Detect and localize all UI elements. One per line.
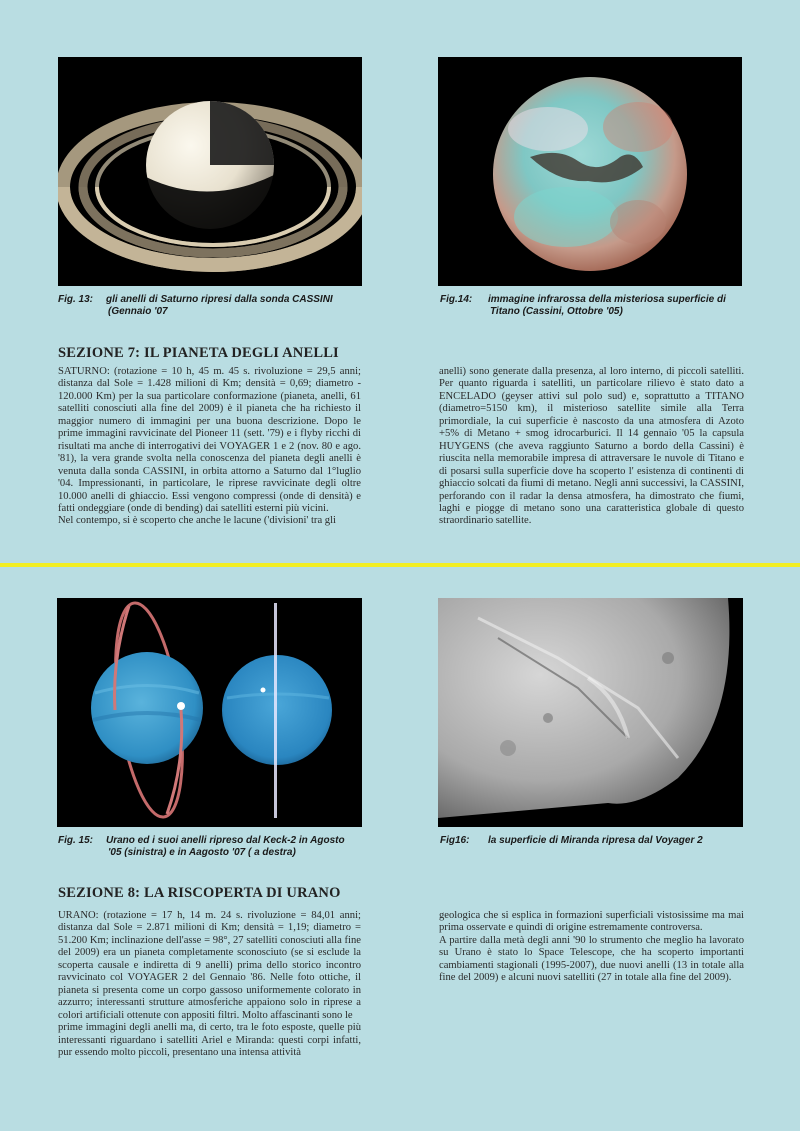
- section-8-paragraph: prime immagini degli anelli ma, di certo, tra le foto esposte, quelle più interessanti riguardano i satelliti Ariel e Miranda: questi corpi infatti, pur essendo molto piccoli, presentano una intensa attività: [58, 1022, 361, 1058]
- section-divider: [0, 563, 800, 567]
- section-8-paragraph: A partire dalla metà degli anni '90 lo strumento che meglio ha lavorato su Urano è stato lo Space Telescope, che ha scoperto importanti cambiamenti stagionali (1995-2007), due nuovi anelli (13 in totale alla fine del 2009) e alcuni nuovi satelliti (27 in totale alla fine del 2009).: [439, 934, 744, 984]
- figure-14-text: immagine infrarossa della misteriosa superficie di: [488, 294, 726, 305]
- figure-15-caption: [58, 835, 378, 859]
- section-8-paragraph: URANO: (rotazione = 17 h, 14 m. 24 s. rivoluzione = 84,01 anni; distanza dal Sole = 2.871 milioni di Km; densità = 1,19; diametro = 51.200 Km; inclinazione dell'asse = 98°, 27 satelliti conosciuti alla fine del 2009) era un pianeta completamente sconosciuto (se si esclude la scoperta causale e indiretta di 9 anelli) prima dello storico incontro ravvicinato col VOYAGER 2 del Gennaio '86. Nelle foto ottiche, il pianeta si presenta come un corpo gassoso uniformemente colorato in azzurro; interessanti strutture atmosferiche appaiono solo in riprese a colori artificiali ottenute con appositi filtri. Molto affascinanti sono le: [58, 910, 361, 1021]
- uranus-image: [57, 598, 362, 827]
- section-8-heading: SEZIONE 8: LA RISCOPERTA DI URANO: [58, 885, 341, 901]
- section-8-paragraph: geologica che si esplica in formazioni superficiali vistosissime ma mai prima osservate e quindi di origine estremamente controversa.: [439, 910, 744, 934]
- figure-14-caption: [440, 294, 760, 318]
- saturn-image: [58, 57, 362, 286]
- figure-13-caption: [58, 294, 368, 318]
- figure-13-text: gli anelli di Saturno ripresi dalla sonda CASSINI: [106, 294, 333, 305]
- figure-14-text-cont: Titano (Cassini, Ottobre '05): [490, 306, 623, 317]
- figure-13-text-cont: (Gennaio '07: [108, 306, 168, 317]
- section-7-paragraph: SATURNO: (rotazione = 10 h, 45 m. 45 s. rivoluzione = 29,5 anni; distanza dal Sole = 1.428 milioni di Km; densità = 0,69; diametro - 120.000 Km) per la sua particolare conformazione (pianeta, anelli, 61 satelliti conosciuti alla fine del 2009) è il pianeta che ha richiesto il maggior numero di immagini per una buona descrizione. Dopo le prime immagini ravvicinate del Pioneer 11 (sett. '79) e i flyby ricchi di risultati ma anche di interrogativi dei VOYAGER 1 e 2 (nov. 80 e ago. '81), la vera grande svolta nella conoscenza del pianeta degli anelli è venuta dalla sonda CASSINI, in orbita attorno a Saturno dal 1°luglio '04. Impressionanti, in particolare, le riprese ravvicinate degli oltre 10.000 anelli di ghiaccio. Essi vengono compressi (onde di densità) e fatti ondeggiare (onde di bending) dai satelliti esterni più vicini.: [58, 366, 361, 514]
- figure-16-caption: [440, 835, 760, 847]
- section-7-heading: SEZIONE 7: IL PIANETA DEGLI ANELLI: [58, 345, 339, 361]
- section-7-paragraph: anelli) sono generate dalla presenza, al loro interno, di piccoli satelliti. Per quanto riguarda i satelliti, un particolare rilievo è stato dato a ENCELADO (geyser attivi sul polo sud) e, soprattutto a TITANO (diametro=5150 km), il misterioso satellite simile alla Terra primordiale, la cui superficie è nascosto da una atmosfera di Azoto +5% di Metano + smog idrocarburici. Il 14 gennaio '05 la capsula HUYGENS (che aveva raggiunto Saturno a bordo della Cassini) è riuscita nella memorabile impresa di attraversare le nuvole di Titano e di posarsi sulla superficie dove ha scoperto l' esistenza di continenti di ghiaccio solcati da fiumi di metano. Negli anni successivi, la CASSINI, perforando con il radar la densa atmosfera, ha dimostrato che fiumi, laghi e piogge di metano sono una caratteristica globale di questo straordinario satellite.: [439, 366, 744, 527]
- figure-15-text-cont: '05 (sinistra) e in Aagosto '07 ( a destra): [108, 847, 296, 858]
- figure-14-number: Fig.14:: [440, 294, 473, 305]
- figure-16-number: Fig16:: [440, 835, 470, 846]
- figure-15-number: Fig. 15:: [58, 835, 94, 846]
- titan-image: [438, 57, 742, 286]
- section-7-column-2: [439, 366, 744, 528]
- section-7-column-1: [58, 366, 361, 528]
- figure-16-text: la superficie di Miranda ripresa dal Voyager 2: [488, 835, 703, 846]
- section-7-paragraph: Nel contempo, si è scoperto che anche le lacune ('divisioni' tra gli: [58, 515, 336, 527]
- section-8-column-1: [58, 910, 361, 1059]
- figure-13-number: Fig. 13:: [58, 294, 94, 305]
- section-8-column-2: [439, 910, 744, 985]
- figure-15-text: Urano ed i suoi anelli ripreso dal Keck-2 in Agosto: [106, 835, 345, 846]
- miranda-image: [438, 598, 743, 827]
